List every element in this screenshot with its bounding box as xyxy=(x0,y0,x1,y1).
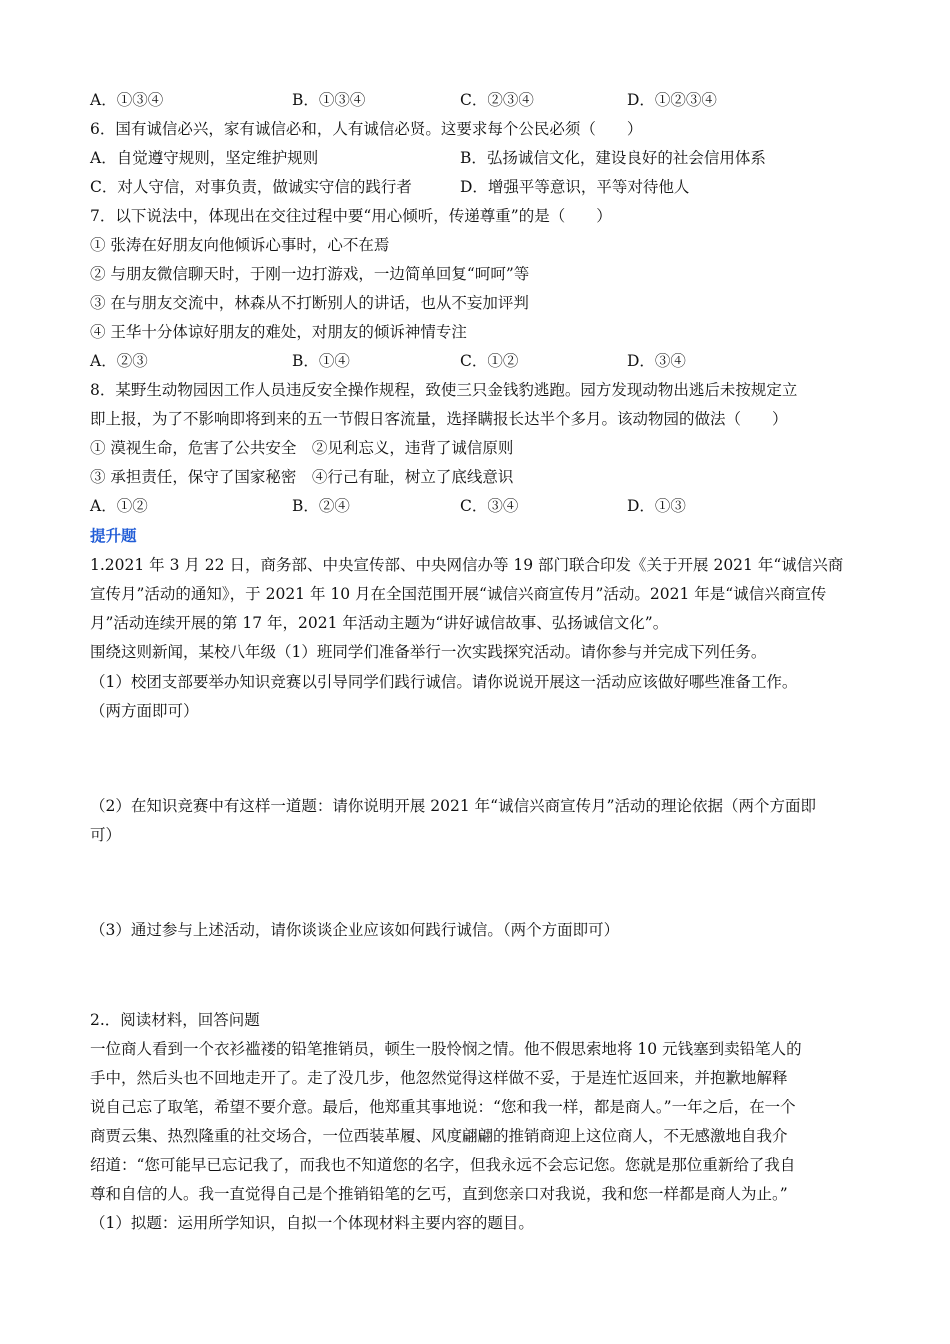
q6-option-c[interactable]: C．对人守信，对事负责，做诚实守信的践行者 xyxy=(90,178,412,196)
q5-option-a[interactable]: A．①③④ xyxy=(90,91,164,109)
q8-option-d[interactable]: D．①③ xyxy=(627,497,686,515)
p2-line-3: 说自己忘了取笔，希望不要介意。最后，他郑重其事地说：“您和我一样，都是商人。”一年之后，在一个 xyxy=(90,1098,796,1116)
p1-line-2: 宣传月”活动的通知》，于 2021 年 10 月在全国范围开展“诚信兴商宣传月”活动。2021 年是“诚信兴商宣传 xyxy=(90,585,827,603)
q5-option-b[interactable]: B．①③④ xyxy=(292,91,366,109)
q7-item-2: ② 与朋友微信聊天时，于刚一边打游戏，一边简单回复“呵呵”等 xyxy=(90,265,530,283)
p1-sub1-line-2: （两方面即可） xyxy=(90,702,199,720)
p2-line-1: 一位商人看到一个衣衫褴褛的铅笔推销员，顿生一股怜悯之情。他不假思索地将 10 元钱塞到卖铅笔人的 xyxy=(90,1040,802,1058)
q7-stem: 7．以下说法中，体现出在交往过程中要“用心倾听，传递尊重”的是（ ） xyxy=(90,207,612,225)
p1-line-1: 1.2021 年 3 月 22 日，商务部、中央宣传部、中央网信办等 19 部门联合印发《关于开展 2021 年“诚信兴商 xyxy=(90,556,844,574)
q6-stem: 6．国有诚信必兴，家有诚信必和，人有诚信必贤。这要求每个公民必须（ ） xyxy=(90,120,643,138)
p1-line-3: 月”活动连续开展的第 17 年，2021 年活动主题为“讲好诚信故事、弘扬诚信文化”。 xyxy=(90,614,669,632)
q8-items-line-2: ③ 承担责任，保守了国家秘密 ④行己有耻，树立了底线意识 xyxy=(90,468,514,486)
q6-option-a[interactable]: A．自觉遵守规则，坚定维护规则 xyxy=(90,149,319,167)
p2-sub1: （1）拟题：运用所学知识，自拟一个体现材料主要内容的题目。 xyxy=(90,1214,534,1232)
p1-sub1-line-1: （1）校团支部要举办知识竞赛以引导同学们践行诚信。请你说说开展这一活动应该做好哪些准备工作。 xyxy=(90,673,798,691)
q8-stem-line-1: 8．某野生动物园因工作人员违反安全操作规程，致使三只金钱豹逃跑。园方发现动物出逃后未按规定立 xyxy=(90,381,798,399)
q8-option-b[interactable]: B．②④ xyxy=(292,497,350,515)
p2-line-2: 手中，然后头也不回地走开了。走了没几步，他忽然觉得这样做不妥，于是连忙返回来，并抱歉地解释 xyxy=(90,1069,788,1087)
p1-sub2-line-2: 可） xyxy=(90,826,122,844)
p2-line-5: 绍道：“您可能早已忘记我了，而我也不知道您的名字，但我永远不会忘记您。您就是那位重新给了我自 xyxy=(90,1156,796,1174)
q7-option-b[interactable]: B．①④ xyxy=(292,352,350,370)
p1-sub2-line-1: （2）在知识竞赛中有这样一道题：请你说明开展 2021 年“诚信兴商宣传月”活动的理论依据（两个方面即 xyxy=(90,797,817,815)
q7-item-4: ④ 王华十分体谅好朋友的难处，对朋友的倾诉神情专注 xyxy=(90,323,467,341)
p2-line-4: 商贾云集、热烈隆重的社交场合，一位西装革履、风度翩翩的推销商迎上这位商人，不无感激地自我介 xyxy=(90,1127,788,1145)
q7-option-d[interactable]: D．③④ xyxy=(627,352,686,370)
q8-items-line-1: ① 漠视生命，危害了公共安全 ②见利忘义，违背了诚信原则 xyxy=(90,439,514,457)
q8-stem-line-2: 即上报，为了不影响即将到来的五一节假日客流量，选择瞒报长达半个多月。该动物园的做法（ ） xyxy=(90,410,788,428)
q5-option-d[interactable]: D．①②③④ xyxy=(627,91,717,109)
q7-item-1: ① 张涛在好朋友向他倾诉心事时，心不在焉 xyxy=(90,236,390,254)
p1-line-4: 围绕这则新闻，某校八年级（1）班同学们准备举行一次实践探究活动。请你参与并完成下列任务。 xyxy=(90,643,767,661)
q8-option-a[interactable]: A．①② xyxy=(90,497,148,515)
p1-sub3: （3）通过参与上述活动，请你谈谈企业应该如何践行诚信。（两个方面即可） xyxy=(90,921,620,939)
q8-option-c[interactable]: C．③④ xyxy=(460,497,519,515)
q7-item-3: ③ 在与朋友交流中，林森从不打断别人的讲话，也从不妄加评判 xyxy=(90,294,529,312)
section-heading: 提升题 xyxy=(90,527,137,545)
p2-line-6: 尊和自信的人。我一直觉得自己是个推销铅笔的乞丐，直到您亲口对我说，我和您一样都是商人为止。” xyxy=(90,1185,788,1203)
q5-option-c[interactable]: C．②③④ xyxy=(460,91,534,109)
q7-option-a[interactable]: A．②③ xyxy=(90,352,148,370)
q6-option-d[interactable]: D．增强平等意识，平等对待他人 xyxy=(460,178,690,196)
q7-option-c[interactable]: C．①② xyxy=(460,352,519,370)
q6-option-b[interactable]: B．弘扬诚信文化，建设良好的社会信用体系 xyxy=(460,149,766,167)
p2-title: 2.．阅读材料，回答问题 xyxy=(90,1011,260,1029)
